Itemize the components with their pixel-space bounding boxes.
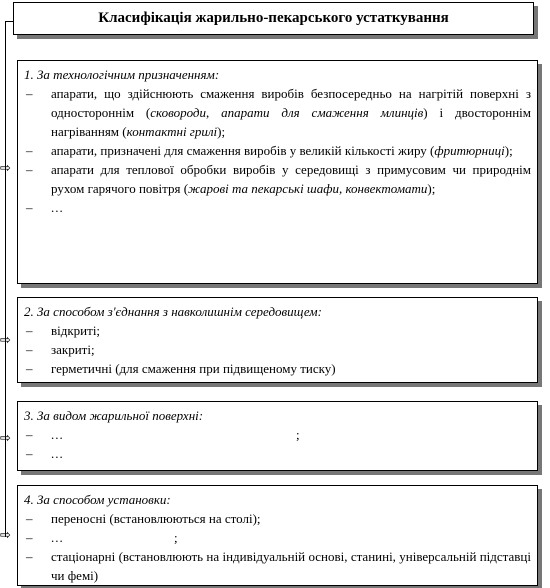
dash-bullet: – (26, 86, 33, 101)
item-text: переносні (встановлюються на столі); (51, 511, 261, 526)
dash-bullet: – (26, 511, 33, 526)
dash-bullet: – (26, 361, 33, 376)
list-item (24, 359, 531, 378)
item-text: апарати, що здійснюють смаження виробів безпосередньо на нагрітій поверхні з одностороннім (сковороди, апарати для смаження млинців) і двостороннім нагріванням (контактні грилі); (51, 86, 532, 139)
item-text: ... (51, 446, 64, 461)
right-arrow-icon: ⇨ (0, 161, 11, 176)
item-text: стаціонарні (встановлюють на індивідуальній основі, станині, універсальній підставці чи фемі) (51, 549, 531, 583)
dash-bullet: – (26, 427, 33, 442)
connector-top (5, 21, 13, 22)
section-technological (17, 60, 538, 284)
connector-line (5, 21, 6, 537)
section-surface (17, 401, 538, 471)
section-heading: 1. За технологічним призначенням: (24, 67, 220, 82)
list-item (24, 509, 531, 528)
dash-bullet: – (26, 323, 33, 338)
section-environment (17, 297, 538, 383)
list-item (24, 340, 531, 359)
list-item (24, 444, 531, 463)
list-item (24, 528, 531, 547)
list-item (24, 321, 531, 340)
list-item (24, 141, 531, 160)
item-text: апарати, призначені для смаження виробів у великій кількості жиру (фритюрниці); (51, 143, 513, 158)
dash-bullet: – (26, 549, 33, 564)
right-arrow-icon: ⇨ (0, 528, 11, 543)
item-text: герметичні (для смаження при підвищеному тиску) (51, 361, 336, 376)
item-text: ... (51, 200, 64, 215)
section-heading: 4. За способом установки: (24, 492, 171, 507)
section-heading: 2. За способом з'єднання з навколишнім середовищем: (24, 304, 322, 319)
section-heading: 3. За видом жарильної поверхні: (24, 408, 204, 423)
item-text: апарати для теплової обробки виробів у середовищі з примусовим чи природнім рухом гарячого повітря (жарові та пекарські шафи, конвектомати); (51, 162, 531, 196)
list-item (24, 198, 531, 217)
item-text: ; (296, 427, 300, 442)
list-item (24, 425, 531, 444)
list-item (24, 547, 531, 585)
right-arrow-icon: ⇨ (0, 333, 11, 348)
list-item (24, 84, 531, 141)
dash-bullet: – (26, 446, 33, 461)
dash-bullet: – (26, 342, 33, 357)
item-text: ... (51, 530, 64, 545)
list-item (24, 160, 531, 198)
dash-bullet: – (26, 200, 33, 215)
item-text: ... (51, 427, 64, 442)
section-installation (17, 485, 538, 586)
diagram-title (13, 2, 534, 35)
dash-bullet: – (26, 143, 33, 158)
item-text: відкриті; (51, 323, 101, 338)
item-text: ; (174, 530, 178, 545)
right-arrow-icon: ⇨ (0, 431, 11, 446)
diagram-title-text: Класифікація жарильно-пекарського устаткування (98, 10, 449, 26)
item-text: закриті; (51, 342, 95, 357)
dash-bullet: – (26, 530, 33, 545)
dash-bullet: – (26, 162, 33, 177)
